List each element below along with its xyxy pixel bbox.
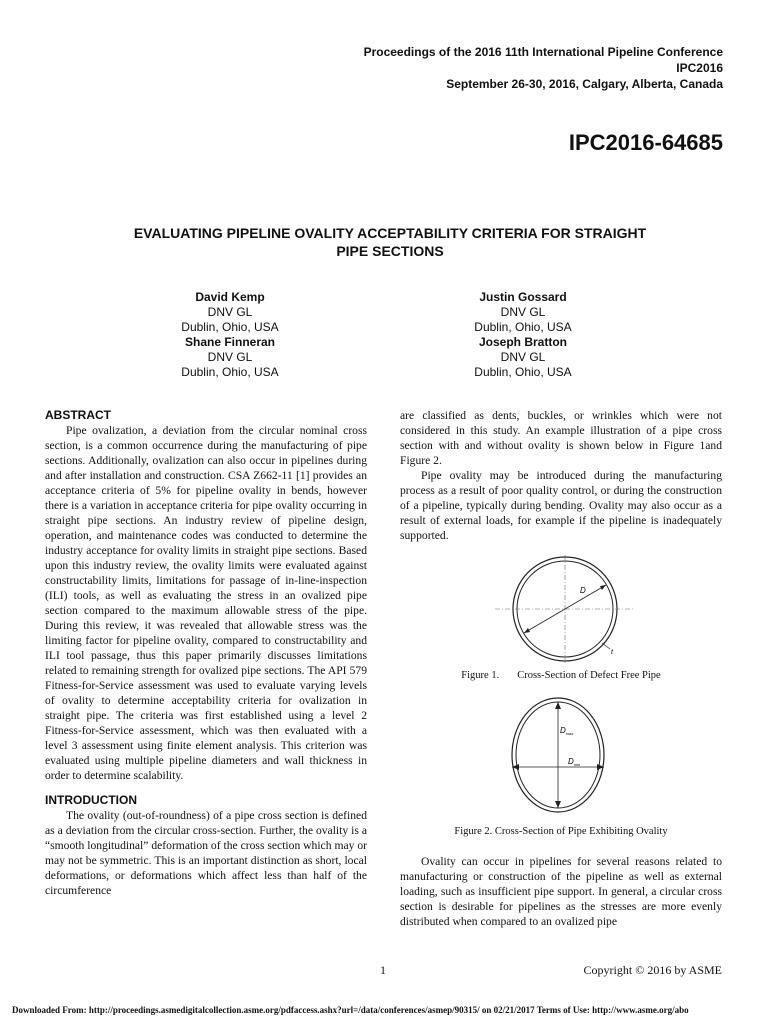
title-line-1: EVALUATING PIPELINE OVALITY ACCEPTABILITY CRITERIA FOR STRAIGHT xyxy=(133,225,647,241)
author-location: Dublin, Ohio, USA xyxy=(181,320,279,334)
paper-id: IPC2016-64685 xyxy=(568,130,723,155)
figure-2-caption: Figure 2. Cross-Section of Pipe Exhibiting Ovality xyxy=(454,826,668,837)
figure-1-label-d: D xyxy=(580,586,586,595)
right-para-3: Ovality can occur in pipelines for several reasons related to manufacturing or construction of the pipeline as well as external loading, such as insufficient pipe support. In general, a circular cross section is desirable for pipelines as the stresses are more evenly distributed when compared to an ovalized pipe xyxy=(400,855,722,928)
abstract-heading: ABSTRACT xyxy=(45,408,111,422)
right-para-1: are classified as dents, buckles, or wrinkles which were not considered in this study. An example illustration of a pipe cross section with and without ovality is shown below in Figure 1and Figure 2. xyxy=(400,409,722,467)
author-name: Shane Finneran xyxy=(184,335,276,349)
figure-2-label-dmin: $D_{min}$ xyxy=(568,757,581,767)
figure-1-label: Figure 1. xyxy=(461,670,500,681)
conference-short: IPC2016 xyxy=(676,61,723,75)
author-location: Dublin, Ohio, USA xyxy=(474,365,572,379)
figure-1-caption xyxy=(400,670,722,681)
author-org: DNV GL xyxy=(207,305,253,319)
figure-2-oval-diagram xyxy=(498,695,618,815)
figure-1-circle-diagram xyxy=(490,555,640,663)
left-column xyxy=(45,408,367,898)
author-org: DNV GL xyxy=(500,350,546,364)
conference-header xyxy=(300,44,723,92)
right-column-lower xyxy=(400,854,722,929)
download-footer: Downloaded From: http://proceedings.asmedigitalcollection.asme.org/pdfaccess.ashx?url=/data/conferences/asmep/90315/ on 02/21/2017 Terms of Use: http://www.asme.org/abo xyxy=(12,1005,689,1015)
author-name: Justin Gossard xyxy=(479,290,567,304)
conference-dates: September 26-30, 2016, Calgary, Alberta, Canada xyxy=(446,77,723,91)
figure-1-label-t: t xyxy=(611,649,613,656)
author-name: Joseph Bratton xyxy=(478,335,567,349)
authors-right xyxy=(423,290,623,380)
paper-title xyxy=(90,224,690,260)
figure-1-title: Cross-Section of Defect Free Pipe xyxy=(517,670,661,681)
author-location: Dublin, Ohio, USA xyxy=(181,365,279,379)
introduction-heading: INTRODUCTION xyxy=(45,793,137,807)
author-name: David Kemp xyxy=(195,290,265,304)
conference-name: Proceedings of the 2016 11th International Pipeline Conference xyxy=(363,45,723,59)
right-para-2: Pipe ovality may be introduced during the manufacturing process as a result of poor quality control, or during the construction of a pipeline, typically during bending. Ovality may also occur as a result of external loads, for example if the pipeline is inadequately supported. xyxy=(400,469,722,542)
authors-left xyxy=(130,290,330,380)
introduction-text: The ovality (out-of-roundness) of a pipe cross section is defined as a deviation from the circular cross-section. Further, the ovality is a “smooth longitudinal” deformation of the cross section which may or may not be symmetric. This is an important distinction as short, local deformations, or deformations which affect less than half of the circumference xyxy=(45,809,367,897)
figure-2-label-dmax: $D_{max}$ xyxy=(560,726,574,736)
author-org: DNV GL xyxy=(207,350,253,364)
author-location: Dublin, Ohio, USA xyxy=(474,320,572,334)
copyright: Copyright © 2016 by ASME xyxy=(583,963,722,977)
page-number: 1 xyxy=(380,963,386,977)
author-org: DNV GL xyxy=(500,305,546,319)
right-column xyxy=(400,408,722,543)
abstract-text: Pipe ovalization, a deviation from the circular nominal cross section, is a common occurrence during the manufacturing of pipe sections. Additionally, ovalization can also occur in pipelines during and after installation and construction. CSA Z662-11 [1] provides an acceptance criteria of 5% for pipeline ovality in bends, however there is a variation in acceptance criteria for pipe ovality occurring in straight pipe sections. An industry review of pipeline design, operation, and maintenance codes was conducted to determine the industry acceptance for ovality limits in straight pipe sections. Based upon this industry review, the ovality limits were evaluated against constructability limits, limitations for passage of in-line-inspection (ILI) tools, as well as evaluating the stress in an ovalized pipe section compared to the maximum allowable stress of the pipe. During this review, it was revealed that allowable stress was the limiting factor for pipeline ovality, compared to constructability and ILI tool passage, thus this paper primarily discusses limitations related to remaining strength for ovalized pipe sections. The API 579 Fitness-for-Service assessment was used to evaluate varying levels of ovality to determine acceptability criteria for ovalization in straight pipe. The criteria was first established using a level 2 Fitness-for-Service assessment, which was then evaluated with a level 3 assessment using finite element analysis. This criterion was evaluated using multiple pipeline diameters and wall thickness in order to determine scalability. xyxy=(45,424,367,782)
title-line-2: PIPE SECTIONS xyxy=(336,243,444,259)
